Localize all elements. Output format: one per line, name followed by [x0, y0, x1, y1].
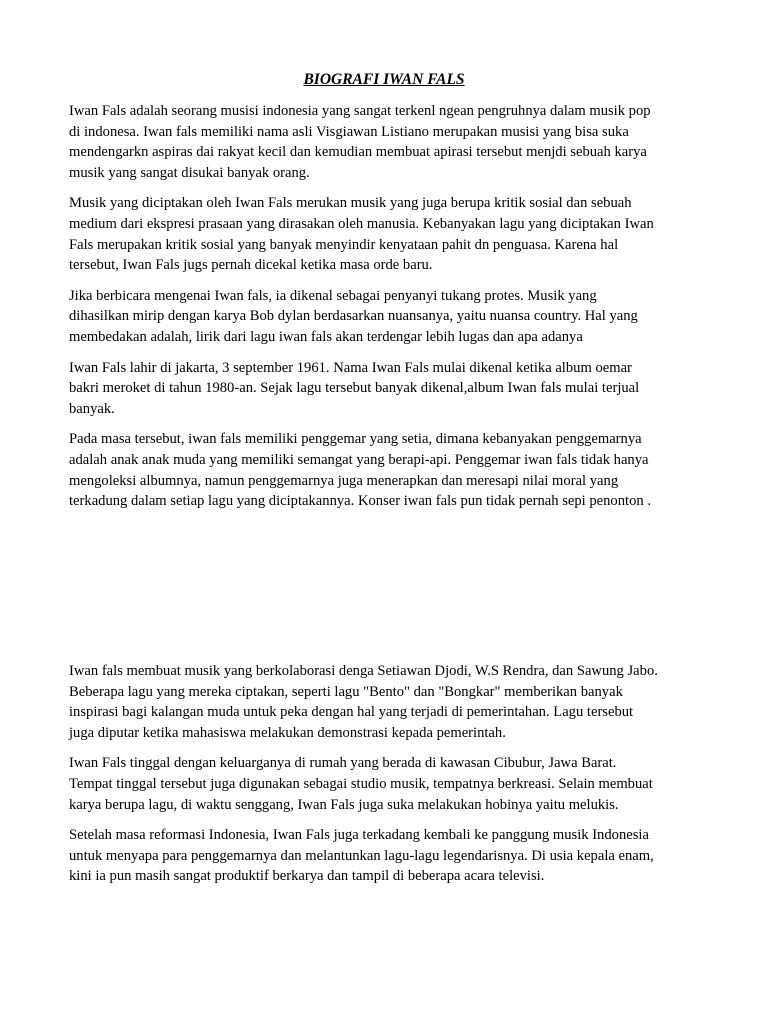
- paragraph-residence: [69, 753, 709, 815]
- text-block-lower: [69, 661, 709, 897]
- paragraph-line: Setelah masa reformasi Indonesia, Iwan Fals juga terkadang kembali ke panggung musik Indonesia: [69, 827, 649, 844]
- paragraph-line: mengoleksi albumnya, namun penggemarnya juga menerapkan dan meresapi nilai moral yang: [69, 472, 619, 489]
- paragraph-line: Beberapa lagu yang mereka ciptakan, seperti lagu "Bento" dan "Bongkar" memberikan banyak: [69, 683, 623, 700]
- paragraph-collaboration: [69, 661, 709, 743]
- paragraph-line: di indonesa. Iwan fals memiliki nama asli Visgiawan Listiano merupakan musisi yang bisa suka: [69, 123, 629, 140]
- paragraph-fans: [69, 429, 709, 511]
- paragraph-line: tersebut, Iwan Fals jugs pernah dicekal ketika masa orde baru.: [69, 257, 433, 274]
- paragraph-line: mendengarkn aspiras dai rakyat kecil dan kemudian membuat apirasi tersebut menjdi sebuah karya: [69, 144, 647, 161]
- paragraph-line: musik yang sangat disukai banyak orang.: [69, 164, 310, 181]
- paragraph-line: kini ia pun masih sangat produktif berkarya dan tampil di beberapa acara televisi.: [69, 868, 545, 885]
- paragraph-line: Iwan Fals lahir di jakarta, 3 september 1961. Nama Iwan Fals mulai dikenal ketika album oemar: [69, 359, 632, 376]
- paragraph-line: untuk menyapa para penggemarnya dan melantunkan lagu-lagu legendarisnya. Di usia kepala enam,: [69, 847, 654, 864]
- paragraph-line: adalah anak anak muda yang memiliki semangat yang berapi-api. Penggemar iwan fals tidak hanya: [69, 451, 649, 468]
- paragraph-line: dihasilkan mirip dengan karya Bob dylan berdasarkan nuansanya, yaitu nuansa country. Hal yang: [69, 308, 638, 325]
- paragraph-line: Musik yang diciptakan oleh Iwan Fals merukan musik yang juga berupa kritik sosial dan sebuah: [69, 195, 632, 212]
- paragraph-line: juga diputar ketika mahasiswa melakukan demonstrasi kepada pemerintah.: [69, 724, 506, 741]
- paragraph-line: Fals merupakan kritik sosial yang banyak menyindir kenyataan pahit dn penguasa. Karena hal: [69, 236, 619, 253]
- paragraph-reformation: [69, 825, 709, 887]
- paragraph-line: karya berupa lagu, di waktu senggang, Iwan Fals juga suka melakukan hobinya yaitu melukis.: [69, 796, 619, 813]
- paragraph-line: Iwan Fals tinggal dengan keluarganya di rumah yang berada di kawasan Cibubur, Jawa Barat.: [69, 755, 617, 772]
- paragraph-intro: [69, 101, 709, 183]
- paragraph-line: Jika berbicara mengenai Iwan fals, ia dikenal sebagai penyanyi tukang protes. Musik yang: [69, 287, 597, 304]
- paragraph-line: medium dari ekspresi prasaan yang dirasakan oleh manusia. Kebanyakan lagu yang diciptakan Iwan: [69, 215, 654, 232]
- paragraph-line: inspirasi bagi kalangan muda untuk peka dengan hal yang terjadi di pemerintahan. Lagu tersebut: [69, 704, 634, 721]
- paragraph-line: bakri meroket di tahun 1980-an. Sejak lagu tersebut banyak dikenal,album Iwan fals mulai terjual: [69, 380, 640, 397]
- paragraph-line: Iwan Fals adalah seorang musisi indonesia yang sangat terkenl ngean pengruhnya dalam musik pop: [69, 103, 651, 119]
- paragraph-birth: [69, 358, 709, 420]
- paragraph-line: Pada masa tersebut, iwan fals memiliki penggemar yang setia, dimana kebanyakan penggemarnya: [69, 431, 642, 448]
- paragraph-line: terkadung dalam setiap lagu yang diciptakannya. Konser iwan fals pun tidak pernah sepi penonton .: [69, 493, 651, 510]
- paragraph-line: Tempat tinggal tersebut juga digunakan sebagai studio musik, tempatnya berkreasi. Selain membuat: [69, 775, 653, 792]
- paragraph-line: membedakan adalah, lirik dari lagu iwan fals akan terdengar lebih lugas dan apa adanya: [69, 328, 583, 345]
- paragraph-line: Iwan fals membuat musik yang berkolaborasi denga Setiawan Djodi, W.S Rendra, dan Sawung Jabo.: [69, 663, 658, 679]
- paragraph-music-style: [69, 193, 709, 275]
- paragraph-protest-singer: [69, 286, 709, 348]
- document-title: BIOGRAFI IWAN FALS: [303, 71, 465, 88]
- paragraph-line: banyak.: [69, 400, 115, 417]
- text-block-upper: [69, 101, 709, 522]
